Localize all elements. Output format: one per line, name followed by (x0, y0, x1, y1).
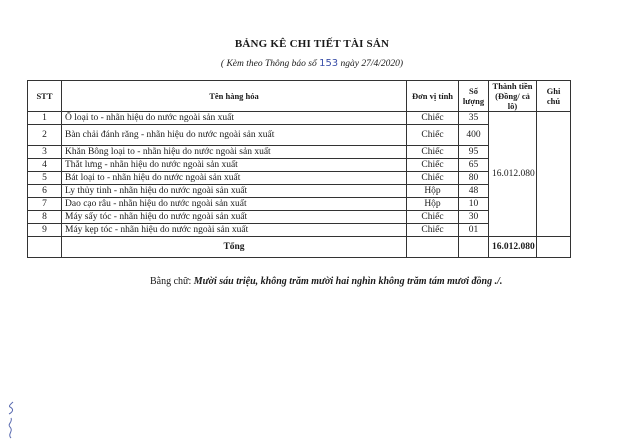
cell-unit: Hộp (407, 198, 459, 211)
total-empty-unit (407, 237, 459, 258)
cell-unit: Chiếc (407, 211, 459, 224)
cell-note (537, 112, 571, 237)
total-empty-stt (28, 237, 62, 258)
total-label: Tổng (62, 237, 407, 258)
header-stt: STT (28, 81, 62, 112)
cell-qty: 48 (459, 185, 489, 198)
cell-name: Bàn chải đánh răng - nhãn hiệu do nước ngoài sản xuất (62, 125, 407, 146)
cell-name: Thắt lưng - nhãn hiệu do nước ngoài sản xuất (62, 159, 407, 172)
header-note: Ghi chú (537, 81, 571, 112)
cell-unit: Hộp (407, 185, 459, 198)
cell-name: Bát loại to - nhãn hiệu do nước ngoài sản xuất (62, 172, 407, 185)
cell-name: Ổ loại to - nhãn hiệu do nước ngoài sản xuất (62, 112, 407, 125)
document-subtitle (0, 58, 624, 69)
cell-unit: Chiếc (407, 146, 459, 159)
cell-unit: Chiếc (407, 224, 459, 237)
table-header-row (28, 81, 571, 112)
handwritten-notice-number: 153 (319, 58, 339, 69)
cell-unit: Chiếc (407, 172, 459, 185)
amount-in-words (150, 276, 502, 287)
total-amount: 16.012.080 (489, 237, 537, 258)
amount-in-words-label: Bằng chữ: (150, 276, 194, 287)
header-name: Tên hàng hóa (62, 81, 407, 112)
cell-stt: 3 (28, 146, 62, 159)
cell-stt: 1 (28, 112, 62, 125)
total-row (28, 237, 571, 258)
total-empty-qty (459, 237, 489, 258)
cell-qty: 95 (459, 146, 489, 159)
document-title: BẢNG KÊ CHI TIẾT TÀI SẢN (234, 38, 390, 50)
cell-name: Khăn Bông loại to - nhãn hiệu do nước ngoài sản xuất (62, 146, 407, 159)
cell-name: Ly thủy tinh - nhãn hiệu do nước ngoài sản xuất (62, 185, 407, 198)
cell-lot-amount: 16.012.080 (489, 112, 537, 237)
cell-qty: 400 (459, 125, 489, 146)
cell-qty: 65 (459, 159, 489, 172)
cell-stt: 5 (28, 172, 62, 185)
header-unit: Đơn vị tính (407, 81, 459, 112)
cell-qty: 30 (459, 211, 489, 224)
subtitle-prefix: ( Kèm theo Thông báo số (220, 59, 320, 69)
header-amount: Thành tiền (Đồng/ cả lô) (489, 81, 537, 112)
asset-table (27, 80, 571, 258)
cell-name: Máy kẹp tóc - nhãn hiệu do nước ngoài sản xuất (62, 224, 407, 237)
total-empty-note (537, 237, 571, 258)
cell-qty: 80 (459, 172, 489, 185)
header-qty: Số lượng (459, 81, 489, 112)
cell-qty: 10 (459, 198, 489, 211)
cell-unit: Chiếc (407, 112, 459, 125)
cell-stt: 4 (28, 159, 62, 172)
cell-name: Dao cạo râu - nhãn hiệu do nước ngoài sản xuất (62, 198, 407, 211)
cell-stt: 2 (28, 125, 62, 146)
cell-name: Máy sấy tóc - nhãn hiệu do nước ngoài sản xuất (62, 211, 407, 224)
cell-stt: 9 (28, 224, 62, 237)
amount-in-words-text: Mười sáu triệu, không trăm mười hai nghìn không trăm tám mươi đồng ./. (193, 276, 503, 287)
handwritten-margin-mark (4, 400, 18, 440)
cell-stt: 6 (28, 185, 62, 198)
subtitle-suffix: ngày 27/4/2020) (338, 59, 404, 69)
cell-stt: 7 (28, 198, 62, 211)
cell-qty: 01 (459, 224, 489, 237)
cell-unit: Chiếc (407, 125, 459, 146)
cell-qty: 35 (459, 112, 489, 125)
table-row (28, 112, 571, 125)
cell-stt: 8 (28, 211, 62, 224)
cell-unit: Chiếc (407, 159, 459, 172)
